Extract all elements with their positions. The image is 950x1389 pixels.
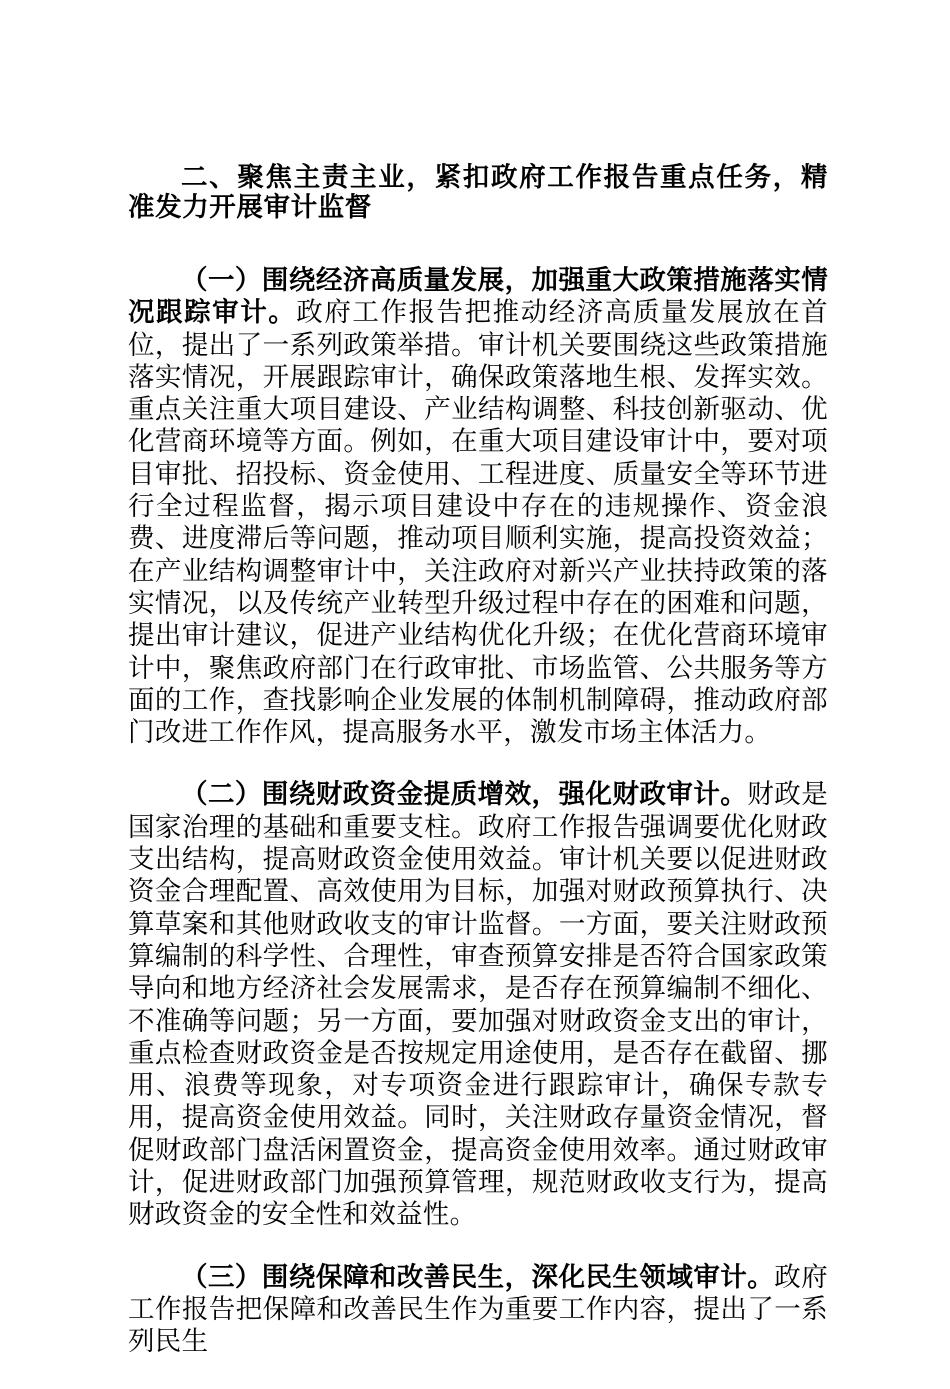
- paragraph-2-body: 财政是国家治理的基础和重要支柱。政府工作报告强调要优化财政支出结构，提高财政资金使用效益。审计机关要以促进财政资金合理配置、高效使用为目标，加强对财政预算执行、决算草案和其他财政收支的审计监督。一方面，要关注财政预算编制的科学性、合理性，审查预算安排是否符合国家政策导向和地方经济社会发展需求，是否存在预算编制不细化、不准确等问题；另一方面，要加强对财政资金支出的审计，重点检查财政资金是否按规定用途使用，是否存在截留、挪用、浪费等现象，对专项资金进行跟踪审计，确保专款专用，提高资金使用效益。同时，关注财政存量资金情况，督促财政部门盘活闲置资金，提高资金使用效率。通过财政审计，促进财政部门加强预算管理，规范财政收支行为，提高财政资金的安全性和效益性。: [128, 779, 828, 1231]
- paragraph-1-lead: （一）围绕经济高质量发展，加强重大政策措施落实情况跟踪审计。: [128, 265, 828, 329]
- document-page: [128, 163, 828, 1389]
- section-heading: 二、聚焦主责主业，紧扣政府工作报告重点任务，精准发力开展审计监督: [128, 162, 828, 223]
- paragraph-1-body: 政府工作报告把推动经济高质量发展放在首位，提出了一系列政策举措。审计机关要围绕这些政策措施落实情况，开展跟踪审计，确保政策落地生根、发挥实效。重点关注重大项目建设、产业结构调整、科技创新驱动、优化营商环境等方面。例如，在重大项目建设审计中，要对项目审批、招投标、资金使用、工程进度、质量安全等环节进行全过程监督，揭示项目建设中存在的违规操作、资金浪费、进度滞后等问题，推动项目顺利实施，提高投资效益；在产业结构调整审计中，关注政府对新兴产业扶持政策的落实情况，以及传统产业转型升级过程中存在的困难和问题，提出审计建议，促进产业结构优化升级；在优化营商环境审计中，聚焦政府部门在行政审批、市场监管、公共服务等方面的工作，查找影响企业发展的体制机制障碍，推动政府部门改进工作作风，提高服务水平，激发市场主体活力。: [128, 297, 828, 749]
- paragraph-2-lead: （二）围绕财政资金提质增效，强化财政审计。: [181, 779, 748, 811]
- paragraph-2: [128, 779, 828, 1231]
- paragraph-3-lead: （三）围绕保障和改善民生，深化民生领域审计。: [181, 1261, 775, 1293]
- paragraph-1: [128, 265, 828, 749]
- paragraph-3-body: 政府工作报告把保障和改善民生作为重要工作内容，提出了一系列民生: [128, 1261, 828, 1358]
